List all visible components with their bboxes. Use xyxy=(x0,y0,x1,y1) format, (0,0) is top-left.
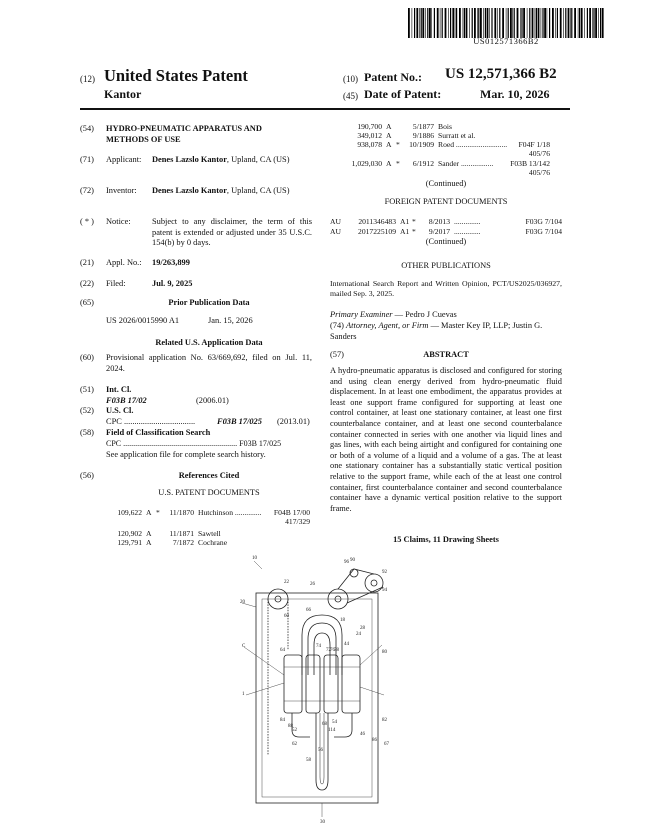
barcode-bar xyxy=(483,8,484,38)
barcode-bar xyxy=(555,8,556,38)
barcode-bar xyxy=(456,8,457,38)
field-note: See application file for complete search history. xyxy=(106,450,266,459)
ref-star: * xyxy=(396,159,400,168)
barcode-bar xyxy=(574,8,576,38)
barcode-bar xyxy=(595,8,597,38)
barcode-bar xyxy=(512,8,513,38)
figure-ref-label: 28 xyxy=(360,626,365,631)
foreign-ref-no: 2011346483 xyxy=(358,217,396,226)
inventor-name: Denes Lazslo Kantor xyxy=(152,186,227,195)
intcl-year: (2006.01) xyxy=(196,396,229,405)
figure-ref-label: 30 xyxy=(320,820,325,825)
ref-cls: F04B 17/00 xyxy=(273,508,310,517)
ref-inventor: Sawtell xyxy=(198,529,221,538)
ref-cls: F03B 13/142 xyxy=(510,159,550,168)
barcode-bar xyxy=(494,8,496,38)
continued-2: (Continued) xyxy=(425,237,467,246)
field-cpc: CPC ......................................................... F03B 17/025 xyxy=(106,439,282,448)
foreign-ref-dots: .............. xyxy=(454,227,481,236)
barcode-bar xyxy=(416,8,418,38)
ref-date: 6/1912 xyxy=(412,159,434,168)
cpc-class: F03B 17/025 xyxy=(217,417,262,426)
barcode-bar xyxy=(455,8,456,38)
attorney-label: Attorney, Agent, or Firm xyxy=(346,321,429,330)
ref-date: 11/1871 xyxy=(169,529,194,538)
ref-dots: .............. xyxy=(233,508,262,517)
barcode-bar xyxy=(593,8,594,38)
barcode-bar xyxy=(448,8,449,38)
container-left xyxy=(284,655,302,713)
barcode-bar xyxy=(581,8,583,38)
foreign-ref-country: AU xyxy=(330,227,341,236)
ref-kind: A xyxy=(386,140,392,149)
inventor-label: Inventor: xyxy=(106,186,137,195)
filed-code: (22) xyxy=(80,279,94,288)
ref-inventor: Hutchinson xyxy=(198,508,234,517)
barcode-bar xyxy=(412,8,413,38)
figure-ref-label: 72 xyxy=(326,648,331,653)
barcode-bar xyxy=(506,8,507,38)
barcode-bar xyxy=(523,8,525,38)
patent-number: US 12,571,366 B2 xyxy=(445,66,557,82)
foreign-heading: FOREIGN PATENT DOCUMENTS xyxy=(384,197,508,206)
drive-pulley xyxy=(365,574,383,592)
ref-no: 938,078 xyxy=(357,140,382,149)
figure-ref-label: 114 xyxy=(328,728,336,733)
ref-no: 190,700 xyxy=(357,122,382,131)
figure-ref-label: 86 xyxy=(372,738,377,743)
ref-date: 11/1870 xyxy=(169,508,194,517)
figure-ref-label: 44 xyxy=(344,642,349,647)
header-rule xyxy=(80,108,570,110)
barcode-bar xyxy=(469,8,470,38)
appl-code: (21) xyxy=(80,258,94,267)
inventor-surname: Kantor xyxy=(104,87,142,101)
applicant-name: Denes Lazslo Kantor xyxy=(152,155,227,164)
ref-no: 120,902 xyxy=(117,529,142,538)
ref-star: * xyxy=(156,508,160,517)
figure-ref-label: 54 xyxy=(332,720,337,725)
barcode-bar xyxy=(587,8,588,38)
barcode-bar xyxy=(598,8,599,38)
u-tube-inner xyxy=(314,633,330,675)
other-pubs-heading: OTHER PUBLICATIONS xyxy=(401,261,491,270)
barcode-bar xyxy=(442,8,443,38)
date-of-patent-label: Date of Patent: xyxy=(364,87,442,101)
figure-ref-label: 90 xyxy=(350,558,355,563)
foreign-ref-kind: A1 xyxy=(400,217,410,226)
ref-kind: A xyxy=(146,508,152,517)
barcode-bar xyxy=(445,8,447,38)
figure-ref-label: 74 xyxy=(316,644,321,649)
barcode-bar xyxy=(499,8,500,38)
barcode-bar xyxy=(419,8,420,38)
barcode-bar xyxy=(429,8,431,38)
cpc-year: (2013.01) xyxy=(277,417,310,426)
lower-pipe-2 xyxy=(334,713,352,737)
ref-no: 1,029,030 xyxy=(351,159,382,168)
barcode-bar xyxy=(464,8,465,38)
date-of-patent: Mar. 10, 2026 xyxy=(480,87,550,101)
filed-label: Filed: xyxy=(106,279,126,288)
barcode-bar xyxy=(422,8,424,38)
representative-drawing xyxy=(232,555,412,825)
intcl-label: Int. Cl. xyxy=(106,385,132,394)
barcode-bar xyxy=(536,8,537,38)
barcode-bar xyxy=(529,8,530,38)
figure-ref-label: 67 xyxy=(384,742,389,747)
chain xyxy=(268,599,288,755)
ref-cls2: 417/329 xyxy=(285,517,310,526)
foreign-ref-date: 9/2017 xyxy=(428,227,450,236)
appl-label: Appl. No.: xyxy=(106,258,142,267)
foreign-ref-star: * xyxy=(412,227,416,236)
figure-ref-label: 1 xyxy=(242,692,245,697)
document-type: United States Patent xyxy=(104,66,248,85)
figure-ref-label: 92 xyxy=(382,570,387,575)
barcode-bar xyxy=(478,8,479,38)
barcode-bar xyxy=(477,8,478,38)
notice-code: ( * ) xyxy=(80,217,94,226)
barcode-bar xyxy=(568,8,570,38)
figure-ref-label: 82 xyxy=(382,718,387,723)
barcode-bar xyxy=(431,8,432,38)
foreign-ref-no: 2017225109 xyxy=(358,227,396,236)
inventor-value xyxy=(152,186,312,197)
notice-text: Subject to any disclaimer, the term of this patent is extended or adjusted under 35 U.S.C. 154(b) by 0 days. xyxy=(152,217,312,247)
field-code: (58) xyxy=(80,428,94,437)
figure-ref-label: 58 xyxy=(306,758,311,763)
field-label: Field of Classification Search xyxy=(106,428,211,437)
examiner-label: Primary Examiner xyxy=(330,310,393,319)
applicant-code: (71) xyxy=(80,155,94,164)
barcode-bar xyxy=(521,8,522,38)
applicant-label: Applicant: xyxy=(106,155,142,164)
figure-ref-label: 24 xyxy=(356,632,361,637)
barcode-bar xyxy=(466,8,468,38)
examiner-line xyxy=(330,310,457,321)
figure-ref-label: 18 xyxy=(340,618,345,623)
foreign-ref-date: 8/2013 xyxy=(428,217,450,226)
barcode-bar xyxy=(541,8,542,38)
ref-cls2: 405/76 xyxy=(528,168,550,177)
barcode-bar xyxy=(408,8,410,38)
ref-date: 5/1877 xyxy=(412,122,434,131)
intcl-class: F03B 17/02 xyxy=(106,396,147,405)
refs-code: (56) xyxy=(80,471,94,480)
barcode-bar xyxy=(434,8,435,38)
appl-number: 19/263,899 xyxy=(152,258,190,267)
barcode-bar xyxy=(535,8,536,38)
figure-ref-label: 68 xyxy=(322,722,327,727)
barcode xyxy=(408,8,604,38)
barcode-bar xyxy=(487,8,489,38)
ref-no: 129,791 xyxy=(117,538,142,547)
ref-no: 109,622 xyxy=(117,508,142,517)
ref-inventor: Bois xyxy=(438,122,452,131)
title-code: (54) xyxy=(80,124,94,133)
ref-inventor: Roed xyxy=(438,140,455,149)
barcode-bar xyxy=(510,8,512,38)
barcode-bar xyxy=(602,8,604,38)
publication-number: US012571366B2 xyxy=(473,36,539,46)
inventor-location: , Upland, CA (US) xyxy=(226,186,290,195)
barcode-bar xyxy=(549,8,550,38)
prior-pub-number: US 2026/0015990 A1 xyxy=(106,316,180,325)
barcode-bar xyxy=(502,8,504,38)
inventor-code: (72) xyxy=(80,186,94,195)
barcode-bar xyxy=(517,8,519,38)
barcode-bar xyxy=(520,8,521,38)
ref-date: 10/1909 xyxy=(409,140,434,149)
barcode-bar xyxy=(527,8,528,38)
provisional-text: Provisional application No. 63/669,692, filed on Jul. 11, 2024. xyxy=(106,353,312,373)
figure-ref-label: 56 xyxy=(318,748,323,753)
figure-ref-label: 96 xyxy=(344,560,349,565)
abstract-code: (57) xyxy=(330,350,344,359)
filed-date: Jul. 9, 2025 xyxy=(152,279,193,288)
figure-ref-label: 26 xyxy=(310,582,315,587)
barcode-bar xyxy=(414,8,415,38)
attorney-line xyxy=(330,321,562,342)
barcode-bar xyxy=(570,8,571,38)
figure-ref-label: 60 xyxy=(284,614,289,619)
barcode-bar xyxy=(450,8,451,38)
barcode-bar xyxy=(437,8,439,38)
cpc-dots: .................................. xyxy=(121,417,196,426)
code-12: (12) xyxy=(80,74,95,84)
barcode-bar xyxy=(491,8,492,38)
figure-ref-label: 66 xyxy=(306,608,311,613)
applicant-location: , Upland, CA (US) xyxy=(226,155,290,164)
barcode-bar xyxy=(474,8,476,38)
uscl-code: (52) xyxy=(80,406,94,415)
barcode-bar xyxy=(579,8,580,38)
ref-name xyxy=(438,122,494,131)
barcode-bar xyxy=(427,8,428,38)
barcode-bar xyxy=(463,8,464,38)
figure-ref-label: 80 xyxy=(382,650,387,655)
barcode-bar xyxy=(578,8,579,38)
barcode-bar xyxy=(459,8,461,38)
provisional-code: (60) xyxy=(80,353,94,362)
ref-star: * xyxy=(396,140,400,149)
notice-label: Notice: xyxy=(106,217,131,226)
barcode-bar xyxy=(489,8,490,38)
us-docs-heading: U.S. PATENT DOCUMENTS xyxy=(158,488,260,497)
barcode-bar xyxy=(547,8,548,38)
barcode-bar xyxy=(425,8,426,38)
other-pubs-text: International Search Report and Written Opinion, PCT/US2025/036927, mailed Sep. 3, 2025. xyxy=(330,279,562,298)
continued-1: (Continued) xyxy=(425,179,467,188)
ref-dots: ................. xyxy=(459,159,494,168)
barcode-bar xyxy=(485,8,486,38)
ref-no: 349,012 xyxy=(357,131,382,140)
foreign-ref-star: * xyxy=(412,217,416,226)
foreign-ref-cls: F03G 7/104 xyxy=(525,227,562,236)
barcode-bar xyxy=(472,8,473,38)
ref-inventor: Surratt et al. xyxy=(438,131,476,140)
figure-ref-label: 46 xyxy=(360,732,365,737)
code-10: (10) xyxy=(343,74,358,84)
barcode-bar xyxy=(497,8,498,38)
lower-pipe-1 xyxy=(292,713,310,737)
abstract-heading: ABSTRACT xyxy=(423,350,469,359)
attorney-code: (74) xyxy=(330,321,344,330)
barcode-bar xyxy=(538,8,540,38)
attorney-name: — Master Key IP, LLP; Justin G. Sanders xyxy=(330,321,543,341)
barcode-bar xyxy=(565,8,566,38)
figure-ref-label: 22 xyxy=(284,580,289,585)
related-heading: Related U.S. Application Data xyxy=(155,338,263,347)
barcode-bar xyxy=(440,8,441,38)
ref-kind: A xyxy=(386,159,392,168)
frame-inner xyxy=(262,599,372,797)
figure-ref-label: 10 xyxy=(252,556,257,561)
barcode-bar xyxy=(552,8,554,38)
foreign-ref-country: AU xyxy=(330,217,341,226)
barcode-bar xyxy=(421,8,422,38)
ref-name xyxy=(198,529,254,538)
code-45: (45) xyxy=(343,91,358,101)
refs-heading: References Cited xyxy=(178,471,240,480)
barcode-bar xyxy=(514,8,515,38)
patent-no-label: Patent No.: xyxy=(364,70,422,84)
examiner-name: — Pedro J Cuevas xyxy=(392,310,457,319)
container-right xyxy=(342,655,360,713)
foreign-ref-cls: F03G 7/104 xyxy=(525,217,562,226)
barcode-bar xyxy=(560,8,562,38)
ref-name xyxy=(438,131,494,140)
figure-ref-label: 88 xyxy=(288,724,293,729)
figure-ref-label: 84 xyxy=(280,718,285,723)
barcode-bar xyxy=(589,8,591,38)
barcode-bar xyxy=(557,8,558,38)
ref-date: 9/1886 xyxy=(412,131,434,140)
figure-ref-label: 64 xyxy=(280,648,285,653)
barcode-bar xyxy=(480,8,482,38)
barcode-bar xyxy=(532,8,534,38)
cpc-line xyxy=(106,417,195,428)
foreign-ref-dots: .............. xyxy=(454,217,481,226)
barcode-bar xyxy=(452,8,454,38)
ref-name xyxy=(198,538,254,547)
patent-title: HYDRO-PNEUMATIC APPARATUS AND METHODS OF USE xyxy=(106,124,262,144)
ref-kind: A xyxy=(386,131,392,140)
barcode-bar xyxy=(584,8,585,38)
ref-inventor: Sander xyxy=(438,159,460,168)
prior-pub-code: (65) xyxy=(80,298,94,307)
intcl-code: (51) xyxy=(80,385,94,394)
figure-ref-label: 52 xyxy=(292,728,297,733)
figure-ref-label: 94 xyxy=(382,588,387,593)
prior-pub-date: Jan. 15, 2026 xyxy=(208,316,253,325)
figure-ref-label: 76 xyxy=(330,648,335,653)
figure-ref-label: C xyxy=(242,644,246,649)
ref-kind: A xyxy=(386,122,392,131)
claims-summary: 15 Claims, 11 Drawing Sheets xyxy=(393,535,499,544)
applicant-value xyxy=(152,155,312,166)
ref-cls2: 405/76 xyxy=(528,149,550,158)
figure-ref-label: 78 xyxy=(334,648,339,653)
ref-inventor: Cochrane xyxy=(198,538,228,547)
ref-date: 7/1872 xyxy=(172,538,194,547)
barcode-bar xyxy=(592,8,593,38)
figure-ref-label: 20 xyxy=(240,600,245,605)
barcode-bar xyxy=(571,8,572,38)
barcode-bar xyxy=(508,8,509,38)
barcode-bar xyxy=(544,8,546,38)
barcode-bar xyxy=(600,8,601,38)
foreign-ref-kind: A1 xyxy=(400,227,410,236)
figure-ref-label: 62 xyxy=(292,742,297,747)
barcode-bar xyxy=(563,8,564,38)
ref-cls: F04F 1/18 xyxy=(518,140,550,149)
ref-kind: A xyxy=(146,538,152,547)
uscl-label: U.S. Cl. xyxy=(106,406,134,415)
cpc-label: CPC xyxy=(106,417,122,426)
prior-pub-heading: Prior Publication Data xyxy=(168,298,250,307)
barcode-bar xyxy=(542,8,543,38)
ref-kind: A xyxy=(146,529,152,538)
abstract-text: A hydro-pneumatic apparatus is disclosed and configured for storing and using clean energy derived from hydro-pneumatic fluid displacement. In at least one embodiment, the apparatus provides at least one support frame configured for supporting at least one control container, at least one stationary container, at least one first counterbalance container, and at least one second counterbalance container connected in series with one another via liquid lines and gas lines, with each being airtight and configured for containing one or both of a volume of a liquid and a volume of a gas. The at least one stationary container has a substantially static vertical position relative to the support frame, while each of the at least one control container, first counterbalance container and second counterbalance container have a dynamic vertical position relative to the support frame. xyxy=(330,366,562,513)
ref-dots: ........................... xyxy=(454,140,508,149)
